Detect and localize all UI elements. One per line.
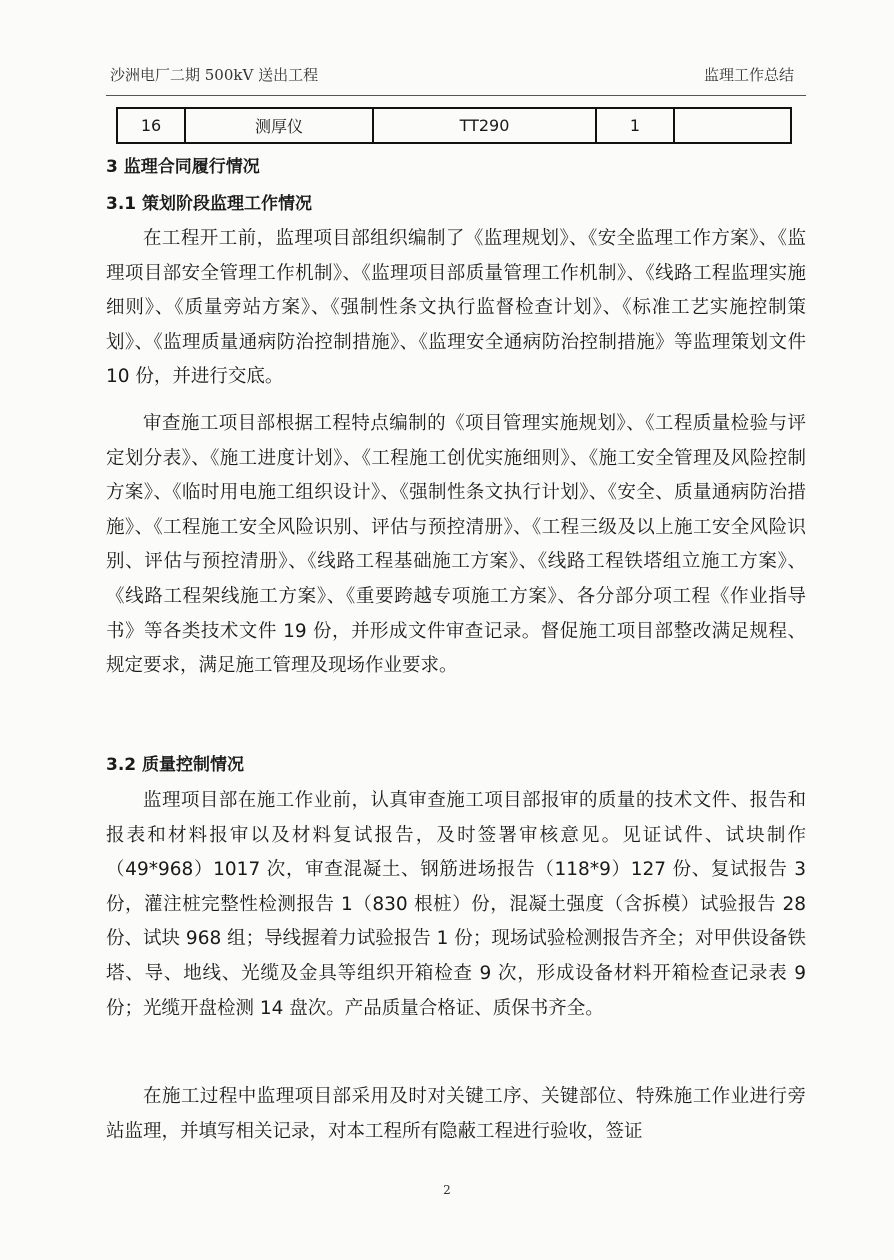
header-document-title: 监理工作总结 [704,66,795,84]
table-row [117,108,791,143]
section-heading-3-2: 3.2 质量控制情况 [106,755,245,775]
equipment-table [116,107,792,144]
cell-model: TT290 [373,108,596,143]
cell-note [674,108,791,143]
section-heading-3: 3 监理合同履行情况 [106,157,260,177]
paragraph-quality: 监理项目部在施工作业前，认真审查施工项目部报审的质量的技术文件、报告和报表和材料报审以及材料复试报告，及时签署审核意见。见证试件、试块制作（49*968）1017 次，审查混凝土、钢筋进场报告（118*9）127 份、复试报告 3 份，灌注桩完整性检测报告 1（830 根桩）份，混凝土强度（含拆模）试验报告 28 份、试块 968 组；导线握着力试验报告 1 份；现场试验检测报告齐全；对甲供设备铁塔、导、地线、光缆及金具等组织开箱检查 9 次，形成设备材料开箱检查记录表 9 份；光缆开盘检测 14 盘次。产品质量合格证、质保书齐全。 [106,790,806,1019]
section-heading-3-1: 3.1 策划阶段监理工作情况 [106,194,313,214]
header-rule [106,95,806,96]
paragraph-process: 在施工过程中监理项目部采用及时对关键工序、关键部位、特殊施工作业进行旁站监理，并填写相关记录，对本工程所有隐蔽工程进行验收，签证 [106,1086,806,1142]
cell-qty: 1 [596,108,674,143]
page-number: 2 [443,1183,451,1197]
cell-name: 测厚仪 [185,108,373,143]
cell-no: 16 [117,108,185,143]
paragraph-review: 审查施工项目部根据工程特点编制的《项目管理实施规划》、《工程质量检验与评定划分表》、《施工进度计划》、《工程施工创优实施细则》、《施工安全管理及风险控制方案》、《临时用电施工组织设计》、《强制性条文执行计划》、《安全、质量通病防治措施》、《工程施工安全风险识别、评估与预控清册》、《工程三级及以上施工安全风险识别、评估与预控清册》、《线路工程基础施工方案》、《线路工程铁塔组立施工方案》、《线路工程架线施工方案》、《重要跨越专项施工方案》、各分部分项工程《作业指导书》等各类技术文件 19 份，并形成文件审查记录。督促施工项目部整改满足规程、规定要求，满足施工管理及现场作业要求。 [106,413,806,677]
paragraph-planning: 在工程开工前，监理项目部组织编制了《监理规划》、《安全监理工作方案》、《监理项目部安全管理工作机制》、《监理项目部质量管理工作机制》、《线路工程监理实施细则》、《质量旁站方案》、《强制性条文执行监督检查计划》、《标准工艺实施控制策划》、《监理质量通病防治控制措施》、《监理安全通病防治控制措施》等监理策划文件 10 份，并进行交底。 [106,228,806,388]
header-project-name: 沙洲电厂二期 500kV 送出工程 [110,66,319,84]
